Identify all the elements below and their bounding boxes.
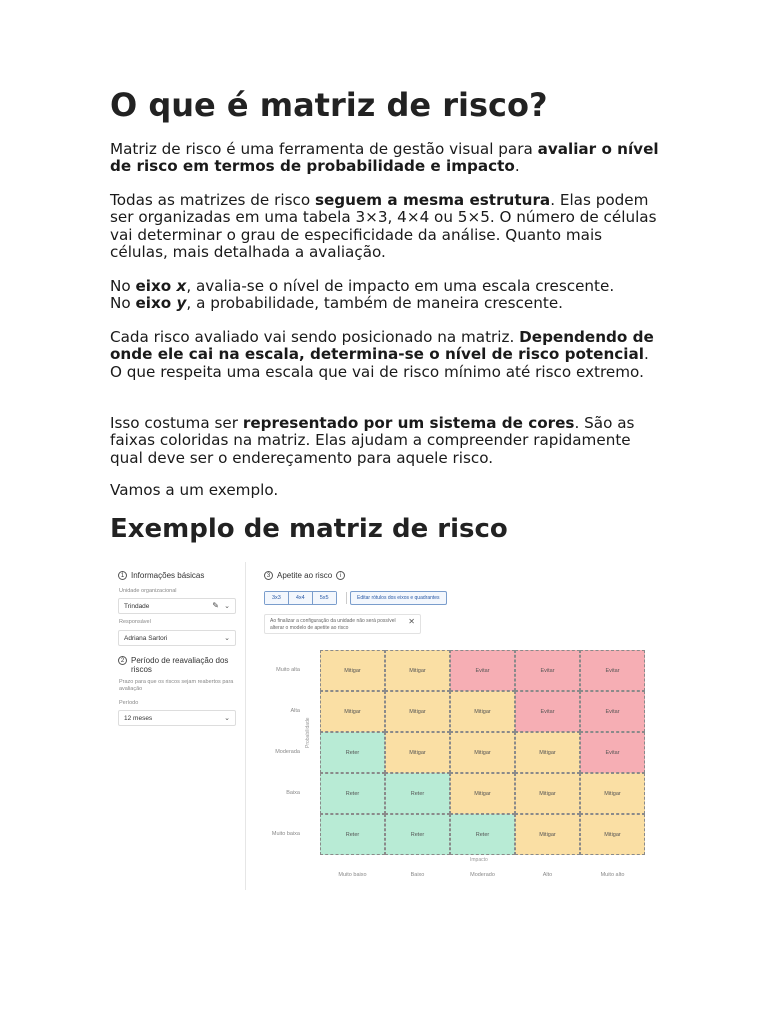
matrix-cell[interactable]: Mitigar xyxy=(320,691,385,732)
paragraph-structure xyxy=(110,192,660,261)
matrix-cell[interactable]: Mitigar xyxy=(580,773,645,814)
matrix-cell[interactable]: Evitar xyxy=(580,691,645,732)
column-label: Baixo xyxy=(410,872,425,878)
step-risk-appetite xyxy=(264,571,349,580)
y-axis-label: Probabilidade xyxy=(305,717,311,748)
p4-text-2: . O que respeita uma escala que vai de risco mínimo até risco extremo. xyxy=(110,345,649,381)
matrix-cell[interactable]: Mitigar xyxy=(385,650,450,691)
config-alert xyxy=(264,614,421,634)
risk-matrix-screenshot xyxy=(112,562,656,890)
p4-bold-1: Dependendo de onde ele cai na escala, determina-se o nível de risco potencial xyxy=(110,328,654,364)
matrix-size-toggle xyxy=(264,591,337,605)
p4-text-1: Cada risco avaliado vai sendo posicionado na matriz. xyxy=(110,328,520,346)
step-number-icon: 1 xyxy=(118,571,127,580)
step-number-icon: 3 xyxy=(264,571,273,580)
matrix-cell[interactable]: Reter xyxy=(450,814,515,855)
paragraph-example-intro: Vamos a um exemplo. xyxy=(110,481,279,499)
matrix-cell[interactable]: Reter xyxy=(320,732,385,773)
step-number-icon: 2 xyxy=(118,656,127,665)
chevron-down-icon: ⌄ xyxy=(224,603,230,610)
matrix-cell[interactable]: Mitigar xyxy=(385,691,450,732)
p2-text-2: . Elas podem ser organizadas em uma tabela 3×3, 4×4 ou 5×5. O número de células vai determinar o grau de especificidade da análise. Quanto mais células, mais detalhada a avaliação. xyxy=(110,191,657,261)
p1-text-2: . xyxy=(514,157,520,176)
p5-text-2: . São as faixas coloridas na matriz. Elas ajudam a compreender rapidamente qual deve ser o endereçamento para aquele risco. xyxy=(110,414,635,467)
step-basic-info xyxy=(118,571,204,580)
p3-text-4: , a probabilidade, também de maneira crescente. xyxy=(186,294,563,313)
p3-bold-eixo-y: eixo xyxy=(135,294,177,313)
size-4x4-button[interactable]: 4x4 xyxy=(289,592,313,604)
column-label: Moderado xyxy=(470,872,495,878)
matrix-cell[interactable]: Evitar xyxy=(580,650,645,691)
row-label: Alta xyxy=(290,707,300,714)
p2-text-1: Todas as matrizes de risco xyxy=(110,191,315,209)
step-title: Informações básicas xyxy=(131,571,205,580)
p3-axis-x: x xyxy=(176,277,187,295)
risk-matrix-grid xyxy=(320,650,645,855)
p3-bold-2 xyxy=(135,294,186,312)
matrix-cell[interactable]: Mitigar xyxy=(515,732,580,773)
pencil-icon[interactable]: ✎ xyxy=(212,601,219,610)
x-axis-label: Impacto xyxy=(470,857,488,863)
unit-label: Unidade organizacional xyxy=(119,588,177,594)
p5-text-1: Isso costuma ser xyxy=(110,414,243,432)
matrix-cell[interactable]: Mitigar xyxy=(580,814,645,855)
responsible-select[interactable] xyxy=(118,630,236,646)
p3-bold-eixo-x: eixo xyxy=(135,277,177,295)
period-select[interactable] xyxy=(118,710,236,726)
matrix-cell[interactable]: Mitigar xyxy=(515,814,580,855)
column-label: Muito alto xyxy=(600,872,625,878)
matrix-cell[interactable]: Evitar xyxy=(580,732,645,773)
p1-text-1: Matriz de risco é uma ferramenta de gestão visual para xyxy=(110,140,538,158)
column-label: Muito baixo xyxy=(338,872,367,878)
paragraph-positioning xyxy=(110,329,660,381)
paragraph-definition xyxy=(110,141,660,176)
period-label: Período xyxy=(119,700,139,706)
size-5x5-button[interactable]: 5x5 xyxy=(313,592,336,604)
matrix-cell[interactable]: Mitigar xyxy=(450,691,515,732)
matrix-cell[interactable]: Mitigar xyxy=(450,732,515,773)
matrix-cell[interactable]: Mitigar xyxy=(320,650,385,691)
period-value: 12 meses xyxy=(124,714,153,722)
p3-text-3: No xyxy=(110,294,136,313)
matrix-cell[interactable]: Reter xyxy=(385,814,450,855)
matrix-cell[interactable]: Evitar xyxy=(515,691,580,732)
divider xyxy=(346,592,347,604)
row-label: Muito baixa xyxy=(271,830,300,837)
matrix-cell[interactable]: Reter xyxy=(320,773,385,814)
step-title: Apetite ao risco xyxy=(277,571,333,580)
chevron-down-icon: ⌄ xyxy=(224,635,230,642)
p3-text-2: , avalia-se o nível de impacto em uma escala crescente. xyxy=(186,277,615,295)
review-hint: Prazo para que os riscos sejam reabertos para avaliação xyxy=(119,679,234,692)
p3-bold-1 xyxy=(135,277,186,295)
settings-sidebar xyxy=(112,562,246,890)
matrix-cell[interactable]: Mitigar xyxy=(515,773,580,814)
matrix-cell[interactable]: Evitar xyxy=(515,650,580,691)
risk-appetite-panel xyxy=(260,562,656,890)
paragraph-axes xyxy=(110,278,660,313)
size-3x3-button[interactable]: 3x3 xyxy=(265,592,289,604)
responsible-value: Adriana Sartori xyxy=(124,634,168,642)
p2-bold-1: seguem a mesma estrutura xyxy=(314,191,551,209)
row-label: Moderada xyxy=(275,748,300,755)
matrix-cell[interactable]: Mitigar xyxy=(385,732,450,773)
p3-axis-y: y xyxy=(176,294,187,313)
paragraph-colors xyxy=(110,415,660,467)
section-title: Exemplo de matriz de risco xyxy=(110,514,508,544)
row-label: Muito alta xyxy=(276,666,300,673)
p3-text-1: No xyxy=(110,277,136,295)
matrix-cell[interactable]: Reter xyxy=(385,773,450,814)
unit-select[interactable] xyxy=(118,598,236,614)
matrix-cell[interactable]: Evitar xyxy=(450,650,515,691)
page-title: O que é matriz de risco? xyxy=(110,86,548,124)
matrix-cell[interactable]: Reter xyxy=(320,814,385,855)
step-title: Período de reavaliação dos riscos xyxy=(131,656,229,674)
close-icon[interactable]: ✕ xyxy=(408,617,415,626)
alert-text: Ao finalizar a configuração da unidade não será possível alterar o modelo de apetite ao risco xyxy=(270,618,396,631)
edit-labels-button[interactable]: Editar rótulos dos eixos e quadrantes xyxy=(350,591,447,605)
column-label: Alto xyxy=(542,872,553,878)
chevron-down-icon: ⌄ xyxy=(224,715,230,722)
p1-bold-1: avaliar o nível de risco em termos de probabilidade e impacto xyxy=(110,140,659,176)
p5-bold-1: representado por um sistema de cores xyxy=(242,414,575,432)
responsible-label: Responsável xyxy=(119,619,151,625)
info-icon[interactable]: i xyxy=(336,571,345,580)
unit-value: Trindade xyxy=(124,602,150,610)
step-review-period xyxy=(118,656,236,674)
matrix-cell[interactable]: Mitigar xyxy=(450,773,515,814)
row-label: Baixa xyxy=(286,789,300,796)
